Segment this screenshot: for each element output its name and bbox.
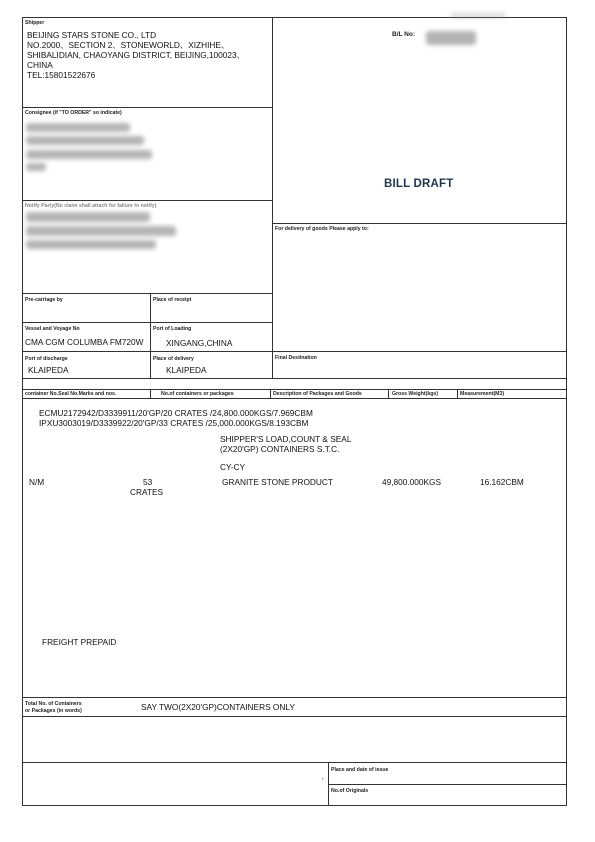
notify-label: Notify Party(No claim shall attach for failure to notify)	[25, 203, 157, 209]
consignee-redacted-3	[26, 150, 152, 159]
issue-box-mid-line	[328, 784, 567, 785]
col-header-marks: container No.Seal No.Marks and nos.	[25, 391, 117, 397]
shipper-line-2: NO.2000、SECTION 2、STONEWORLD、XIZHIHE、	[27, 40, 230, 50]
total-value: SAY TWO(2X20'GP)CONTAINERS ONLY	[141, 702, 295, 712]
col-divider-3	[388, 389, 389, 398]
vessel-label: Vessel and Voyage No	[25, 326, 80, 332]
shipper-line-4: CHINA	[27, 60, 53, 70]
port-loading-value: XINGANG,CHINA	[166, 338, 233, 348]
bl-no-redacted	[426, 31, 476, 45]
final-destination-label: Final Destination	[275, 355, 317, 361]
col-divider-1	[150, 389, 151, 398]
shipper-line-3: SHIBALIDIAN, CHAOYANG DISTRICT, BEIJING,100023、	[27, 50, 245, 60]
row-unit: CRATES	[130, 487, 164, 497]
row-gross-weight: 49,800.000KGS	[382, 477, 442, 487]
consignee-bottom-line	[22, 200, 272, 201]
row-description: GRANITE STONE PRODUCT	[222, 477, 333, 487]
notify-redacted-3	[26, 240, 156, 249]
header-row-top-line	[22, 389, 567, 390]
col-header-gross-weight: Gross Weight(kgs)	[392, 391, 439, 397]
frame-bottom-border	[22, 805, 567, 806]
shipper-load-line-2: (2X20'GP) CONTAINERS S.T.C.	[220, 444, 340, 454]
place-of-receipt-label: Place of receipt	[153, 297, 192, 303]
document-title: BILL DRAFT	[384, 178, 454, 190]
vessel-row-bottom-line	[22, 351, 567, 352]
total-label-line-2: or Packages (in words)	[25, 708, 82, 714]
col-divider-4	[457, 389, 458, 398]
col-header-description: Description of Packages and Goods	[273, 391, 362, 397]
row-qty: 53	[143, 477, 153, 487]
freight-terms: FREIGHT PREPAID	[42, 637, 117, 647]
bl-no-label: B/L No:	[392, 31, 415, 38]
consignee-redacted-1	[26, 123, 130, 132]
delivery-apply-label: For delivery of goods Please apply to:	[275, 226, 369, 232]
port-discharge-label: Port of discharge	[25, 356, 68, 362]
container-line-1: ECMU2172942/D3339911/20'GP/20 CRATES /24,800.000KGS/7.969CBM	[39, 408, 313, 418]
total-label-line-1: Total No. of Containers	[25, 701, 82, 707]
notify-bottom-line	[22, 293, 272, 294]
precarriage-bottom-line	[22, 322, 272, 323]
consignee-label: Consignee (if "TO ORDER" so indicate)	[25, 110, 122, 116]
place-date-issue-label: Place and date of issue	[331, 767, 389, 773]
pre-carriage-label: Pre-carriage by	[25, 297, 63, 303]
top-edge-redacted	[450, 13, 506, 18]
frame-right-border	[566, 17, 567, 806]
total-row-bottom-line	[22, 716, 567, 717]
shipper-load-line-1: SHIPPER'S LOAD,COUNT & SEAL	[220, 434, 352, 444]
vessel-value: CMA CGM COLUMBA FM720W	[25, 337, 144, 347]
consignee-redacted-4	[26, 163, 46, 171]
container-line-2: IPXU3003019/D3339922/20'GP/33 CRATES /25,000.000KGS/8.193CBM	[39, 418, 309, 428]
port-discharge-value: KLAIPEDA	[28, 365, 69, 375]
precarriage-vessel-divider	[150, 293, 151, 352]
place-delivery-value: KLAIPEDA	[166, 365, 207, 375]
header-row-bottom-line	[22, 398, 567, 399]
frame-left-border	[22, 17, 23, 806]
col-header-containers: No.of containers or packages	[161, 391, 234, 397]
shipper-label: Shipper	[25, 20, 45, 26]
discharge-delivery-divider	[150, 351, 151, 379]
notify-redacted-1	[26, 212, 150, 222]
goods-area-bottom-line	[22, 697, 567, 698]
originals-label: No.of Originals	[331, 788, 369, 794]
shipper-line-5: TEL:15801522676	[27, 70, 96, 80]
ports-row-bottom-line	[22, 378, 567, 379]
row-measurement: 16.162CBM	[480, 477, 524, 487]
small-mark: ,	[322, 775, 324, 781]
title-box-bottom-line	[272, 223, 566, 224]
col-header-measurement: Measurement(M3)	[460, 391, 505, 397]
shipper-line-1: BEIJING STARS STONE CO., LTD	[27, 30, 157, 40]
place-delivery-label: Place of delivery	[153, 356, 194, 362]
upper-center-divider	[272, 17, 273, 379]
col-divider-2	[270, 389, 271, 398]
row-marks: N/M	[29, 477, 45, 487]
blank-row-bottom-line	[22, 762, 567, 763]
consignee-redacted-2	[26, 136, 144, 145]
cy-cy-terms: CY-CY	[220, 462, 246, 472]
notify-redacted-2	[26, 226, 176, 236]
port-loading-label: Port of Loading	[153, 326, 192, 332]
shipper-bottom-line	[22, 107, 272, 108]
